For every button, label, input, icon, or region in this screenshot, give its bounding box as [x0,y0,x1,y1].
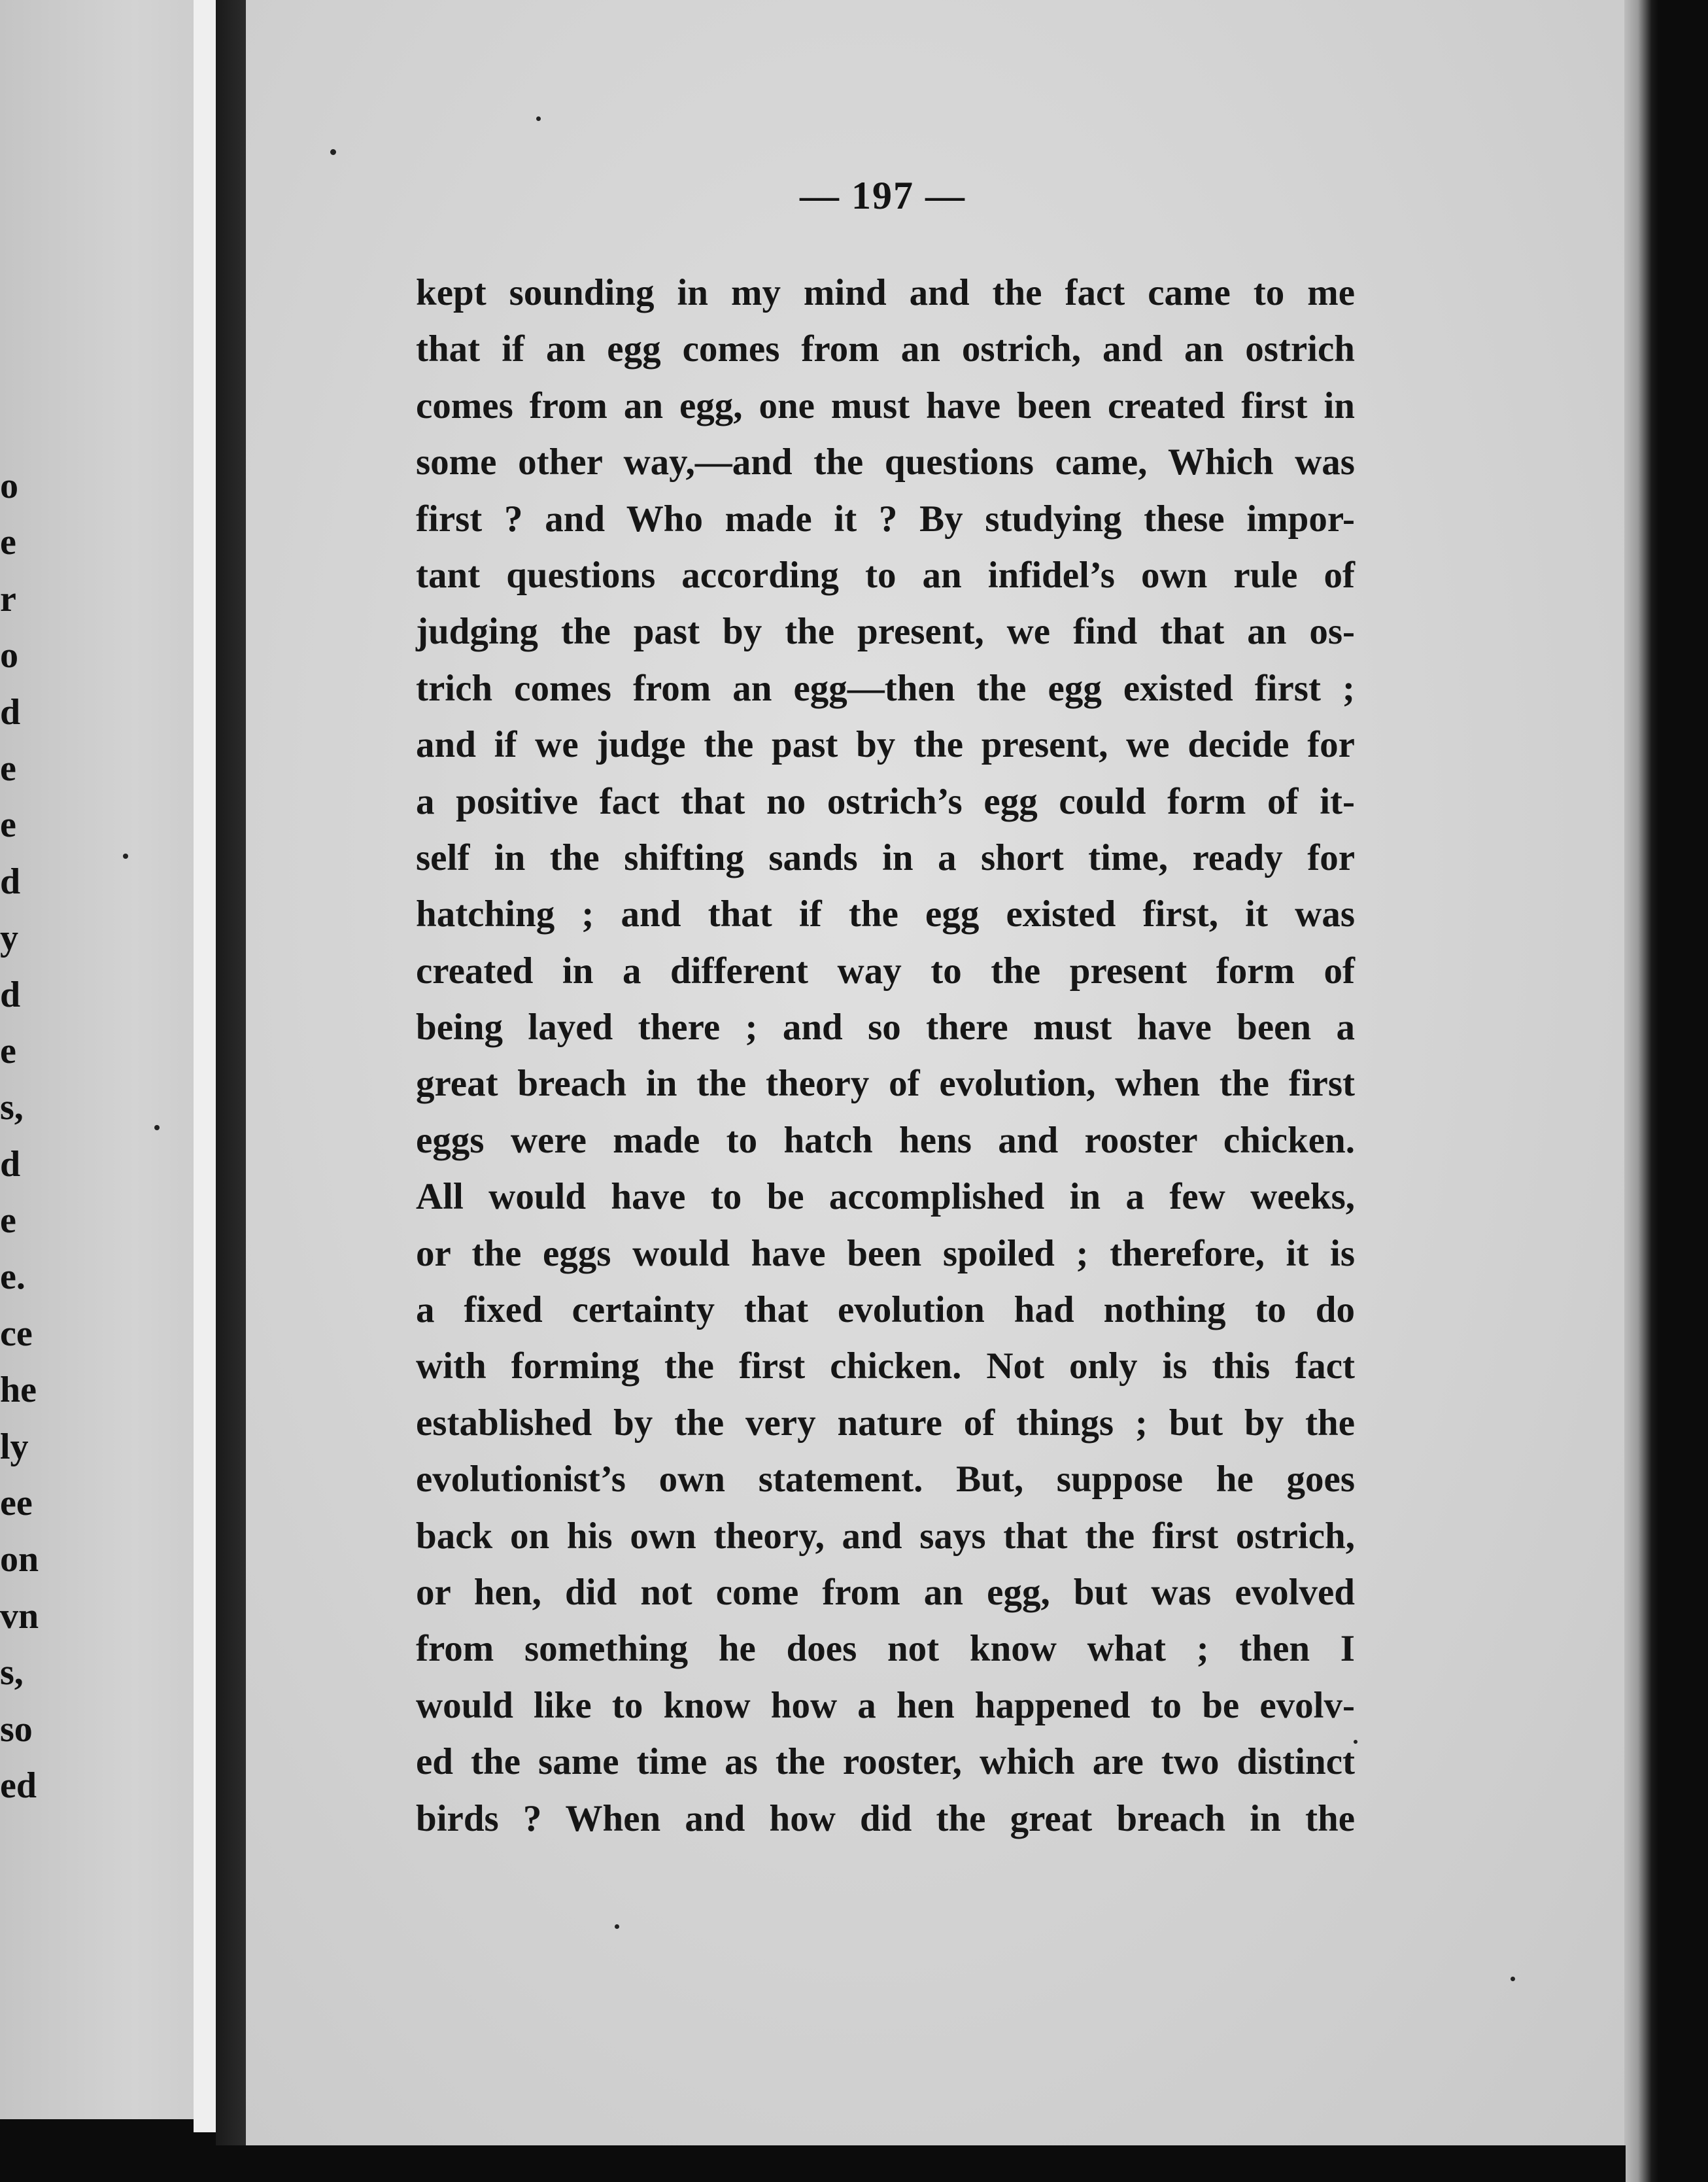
text-line: trich comes from an egg—then the egg existed first ; [416,667,1355,709]
scan-speck [330,149,336,155]
left-fragment: ee [0,1483,33,1524]
previous-page-edge [194,0,216,2132]
book-gutter [216,0,246,2145]
text-line: ed the same time as the rooster, which are two distinct [416,1741,1355,1783]
scan-speck [536,116,541,121]
scan-speck [615,1924,619,1929]
body-text [416,265,1355,1847]
left-fragment: e [0,748,16,789]
left-fragment: d [0,861,21,902]
left-fragment: s, [0,1087,24,1128]
previous-page [0,0,194,2119]
text-line: All would have to be accomplished in a few weeks, [416,1176,1355,1218]
left-fragment: e [0,522,16,563]
text-line: being layed there ; and so there must have been a [416,1007,1355,1048]
left-fragment: so [0,1708,33,1750]
text-line: a positive fact that no ostrich’s egg could form of it- [416,780,1355,822]
page-edge-shadow [1624,0,1658,2182]
text-line: or hen, did not come from an egg, but was evolved [416,1571,1355,1613]
text-line: eggs were made to hatch hens and rooster chicken. [416,1119,1355,1161]
left-fragment: e. [0,1256,26,1298]
text-line: great breach in the theory of evolution, when the first [416,1063,1355,1105]
previous-page-line-endings [0,458,49,1814]
text-line: evolutionist’s own statement. But, suppose he goes [416,1459,1355,1500]
left-fragment: y [0,918,18,959]
page-number: — 197 — [800,174,966,217]
left-fragment: he [0,1370,37,1411]
left-fragment: d [0,1143,21,1185]
text-line: judging the past by the present, we find that an os- [416,611,1355,653]
text-line: birds ? When and how did the great breach in the [416,1797,1355,1839]
bottom-shadow [246,2145,1626,2182]
scan-speck [123,854,128,859]
text-line: first ? and Who made it ? By studying these impor- [416,498,1355,540]
left-fragment: on [0,1539,39,1580]
left-fragment: e [0,805,16,846]
left-fragment: ly [0,1426,29,1467]
text-line: tant questions according to an infidel’s own rule of [416,554,1355,596]
text-line: back on his own theory, and says that the first ostrich, [416,1515,1355,1557]
left-fragment: o [0,466,18,506]
left-fragment: o [0,635,18,676]
text-line: established by the very nature of things ; but by the [416,1402,1355,1444]
text-line: from something he does not know what ; then I [416,1628,1355,1670]
left-fragment: r [0,578,16,619]
text-line: would like to know how a hen happened to be evolv- [416,1684,1355,1726]
left-fragment: ce [0,1313,33,1354]
left-fragment: s, [0,1652,24,1693]
text-line: or the eggs would have been spoiled ; therefore, it is [416,1232,1355,1274]
scan-speck [154,1125,160,1130]
left-fragment: d [0,974,21,1015]
scan-speck [1511,1977,1515,1981]
text-line: a fixed certainty that evolution had nothing to do [416,1289,1355,1331]
text-line: hatching ; and that if the egg existed first, it was [416,893,1355,935]
text-line: that if an egg comes from an ostrich, and an ostrich [416,328,1355,370]
left-fragment: e [0,1200,16,1241]
left-fragment: vn [0,1595,39,1636]
text-line: and if we judge the past by the present, we decide for [416,724,1355,766]
left-fragment: ed [0,1765,37,1806]
text-line: kept sounding in my mind and the fact came to me [416,272,1355,313]
text-line: created in a different way to the present form of [416,950,1355,992]
text-line: self in the shifting sands in a short time, ready for [416,837,1355,878]
text-line: some other way,—and the questions came, Which was [416,442,1355,483]
left-fragment: e [0,1030,16,1071]
text-line: with forming the first chicken. Not only is this fact [416,1345,1355,1387]
left-fragment: d [0,691,21,733]
text-line: comes from an egg, one must have been created first in [416,385,1355,426]
